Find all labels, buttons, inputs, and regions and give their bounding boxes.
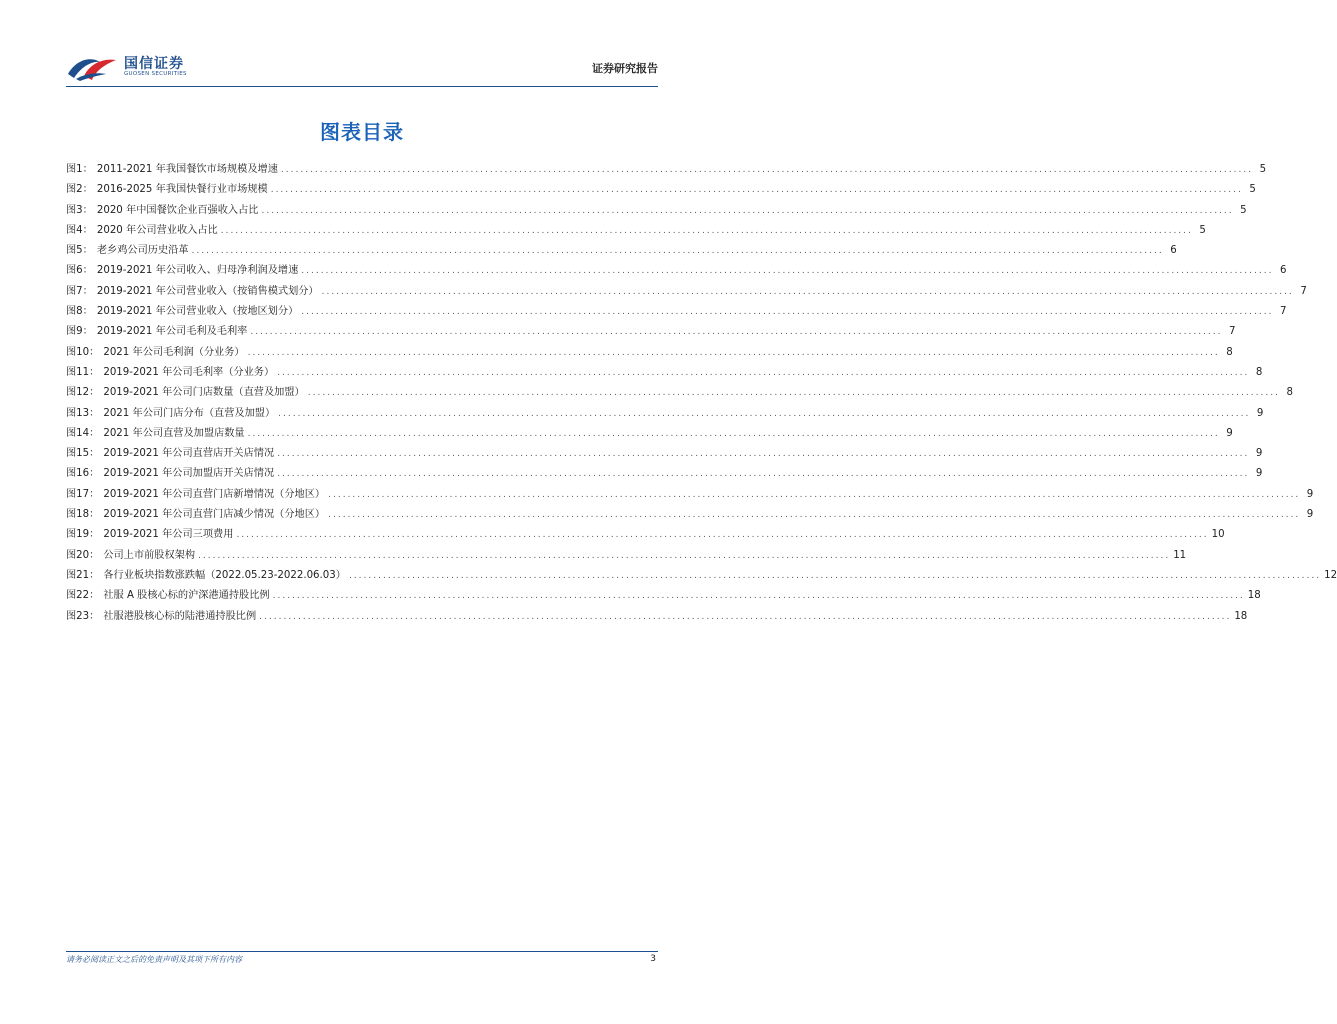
toc-entry[interactable] — [66, 424, 1233, 444]
toc-entry[interactable] — [66, 505, 1314, 525]
toc-entry-number: 图9： — [66, 326, 93, 338]
toc-entry-title: 2016-2025 年我国快餐行业市场规模 — [96, 184, 268, 196]
toc-entry[interactable] — [66, 586, 1261, 606]
toc-entry-title: 2019-2021 年公司门店数量（直营及加盟） — [103, 387, 305, 399]
toc-entry-title: 2019-2021 年公司收入、归母净利润及增速 — [96, 265, 299, 277]
toc-entry-title: 2019-2021 年公司毛利率（分业务） — [103, 366, 275, 378]
toc-entry-number: 图19： — [66, 529, 100, 541]
toc-leader-dots: ........................................................................................................................................................................................................ — [280, 165, 1254, 175]
page-header — [66, 50, 658, 86]
toc-entry-number: 图8： — [66, 306, 93, 318]
toc-entry[interactable] — [66, 180, 1256, 200]
toc-entry-number: 图11： — [66, 366, 100, 378]
toc-entry-title: 2019-2021 年公司三项费用 — [103, 529, 234, 541]
toc-entry-title: 2021 年公司门店分布（直营及加盟） — [103, 407, 276, 419]
toc-leader-dots: ........................................................................................................................................................................................................ — [301, 266, 1274, 277]
toc-leader-dots: ........................................................................................................................................................................................................ — [277, 469, 1250, 480]
toc-leader-dots: ........................................................................................................................................................................................................ — [277, 449, 1250, 460]
figure-table-of-contents — [66, 160, 1337, 627]
toc-entry-title: 2019-2021 年公司直营店开关店情况 — [103, 448, 275, 460]
toc-entry-number: 图5： — [66, 245, 93, 257]
toc-entry-number: 图21： — [66, 569, 100, 581]
toc-entry-title: 2019-2021 年公司营业收入（按地区划分） — [96, 306, 299, 318]
toc-entry[interactable] — [66, 160, 1267, 180]
toc-leader-dots: ........................................................................................................................................................................................................ — [270, 185, 1243, 196]
toc-entry-number: 图22： — [66, 590, 100, 602]
toc-entry-number: 图12： — [66, 387, 100, 399]
toc-entry-page: 6 — [1170, 245, 1177, 257]
toc-entry-title: 各行业板块指数涨跌幅（2022.05.23-2022.06.03） — [103, 569, 346, 581]
logo-chinese-name: 国信证券 — [124, 56, 184, 72]
toc-entry-page: 9 — [1255, 448, 1263, 460]
toc-leader-dots: ........................................................................................................................................................................................................ — [277, 367, 1250, 378]
toc-entry-page: 11 — [1173, 549, 1187, 561]
toc-leader-dots: ........................................................................................................................................................................................................ — [301, 307, 1274, 318]
toc-leader-dots: ........................................................................................................................................................................................................ — [321, 286, 1294, 297]
toc-leader-dots: ........................................................................................................................................................................................................ — [247, 428, 1220, 439]
report-type-label: 证券研究报告 — [592, 62, 658, 75]
toc-entry-page: 9 — [1306, 488, 1314, 500]
toc-entry-page: 18 — [1247, 590, 1261, 602]
toc-entry-page: 8 — [1286, 387, 1293, 399]
footer-divider — [66, 951, 658, 952]
toc-leader-dots: ........................................................................................................................................................................................................ — [278, 408, 1251, 419]
toc-entry-page: 6 — [1279, 265, 1287, 277]
toc-entry[interactable] — [66, 221, 1206, 241]
toc-entry[interactable] — [66, 241, 1177, 261]
toc-entry-page: 9 — [1256, 407, 1264, 419]
toc-entry-number: 图14： — [66, 427, 100, 439]
toc-entry-title: 2019-2021 年公司加盟店开关店情况 — [103, 468, 275, 480]
toc-leader-dots: ........................................................................................................................................................................................................ — [261, 205, 1234, 216]
toc-entry-number: 图13： — [66, 407, 100, 419]
toc-entry-page: 8 — [1226, 346, 1233, 358]
footer-disclaimer: 请务必阅读正文之后的免责声明及其项下所有内容 — [66, 955, 242, 964]
toc-entry-number: 图20： — [66, 549, 100, 561]
toc-leader-dots: ........................................................................................................................................................................................................ — [220, 225, 1193, 236]
toc-entry[interactable] — [66, 282, 1307, 302]
toc-entry-page: 18 — [1234, 610, 1248, 622]
toc-entry-page: 12 — [1324, 569, 1337, 581]
toc-entry-page: 8 — [1255, 366, 1263, 378]
toc-entry-page: 9 — [1226, 427, 1233, 439]
toc-entry[interactable] — [66, 444, 1263, 464]
toc-entry-title: 2019-2021 年公司直营门店新增情况（分地区） — [103, 488, 326, 500]
toc-entry-page: 7 — [1300, 285, 1307, 297]
toc-leader-dots: ........................................................................................................................................................................................................ — [236, 530, 1209, 541]
toc-entry-title: 社服 A 股核心标的沪深港通持股比例 — [103, 590, 270, 602]
toc-entry[interactable] — [66, 404, 1264, 424]
toc-leader-dots: ........................................................................................................................................................................................................ — [272, 591, 1245, 602]
header-divider — [66, 86, 658, 87]
toc-leader-dots: ........................................................................................................................................................................................................ — [259, 611, 1232, 622]
toc-leader-dots: ........................................................................................................................................................................................................ — [328, 489, 1301, 500]
toc-entry[interactable] — [66, 322, 1236, 342]
toc-entry-title: 2020 年中国餐饮企业百强收入占比 — [96, 204, 259, 216]
toc-entry-page: 10 — [1211, 529, 1225, 541]
toc-entry-number: 图15： — [66, 448, 100, 460]
toc-entry-number: 图10： — [66, 346, 100, 358]
toc-entry-number: 图16： — [66, 468, 100, 480]
toc-entry-page: 9 — [1255, 468, 1263, 480]
toc-leader-dots: ........................................................................................................................................................................................................ — [198, 550, 1171, 561]
logo-english-name: GUOSEN SECURITIES — [124, 71, 187, 77]
toc-entry-number: 图23： — [66, 610, 100, 622]
toc-entry-title: 2019-2021 年公司毛利及毛利率 — [96, 326, 248, 338]
toc-entry[interactable] — [66, 464, 1263, 484]
toc-leader-dots: ........................................................................................................................................................................................................ — [307, 388, 1280, 399]
toc-entry[interactable] — [66, 566, 1337, 586]
toc-entry-page: 7 — [1229, 326, 1236, 338]
toc-leader-dots: ........................................................................................................................................................................................................ — [348, 570, 1322, 581]
toc-entry-number: 图6： — [66, 265, 93, 277]
toc-entry-number: 图2： — [66, 184, 93, 196]
toc-entry-title: 2020 年公司营业收入占比 — [96, 224, 218, 236]
toc-title: 图表目录 — [320, 120, 404, 144]
toc-entry[interactable] — [66, 261, 1287, 281]
toc-entry[interactable] — [66, 525, 1225, 545]
toc-entry-number: 图17： — [66, 488, 100, 500]
guosen-logo — [66, 50, 206, 84]
toc-entry-title: 2019-2021 年公司直营门店减少情况（分地区） — [103, 509, 326, 521]
toc-entry-page: 7 — [1279, 306, 1287, 318]
toc-entry-number: 图18： — [66, 509, 100, 521]
toc-entry-number: 图3： — [66, 204, 93, 216]
toc-entry-title: 2011-2021 年我国餐饮市场规模及增速 — [96, 164, 278, 175]
toc-entry-title: 公司上市前股权架构 — [103, 549, 196, 561]
toc-entry-title: 2021 年公司毛利润（分业务） — [103, 346, 245, 358]
toc-entry[interactable] — [66, 607, 1248, 627]
toc-entry[interactable] — [66, 383, 1293, 403]
toc-entry-title: 2019-2021 年公司营业收入（按销售模式划分） — [96, 285, 319, 297]
toc-entry[interactable] — [66, 343, 1233, 363]
page-number: 3 — [650, 954, 656, 964]
toc-entry-page: 9 — [1306, 509, 1314, 521]
toc-entry[interactable] — [66, 201, 1247, 221]
toc-entry-page: 5 — [1199, 224, 1206, 236]
toc-entry-page: 5 — [1249, 184, 1256, 196]
toc-entry[interactable] — [66, 302, 1287, 322]
toc-leader-dots: ........................................................................................................................................................................................................ — [250, 327, 1223, 338]
toc-entry-title: 2021 年公司直营及加盟店数量 — [103, 427, 245, 439]
toc-entry-number: 图4： — [66, 224, 93, 236]
toc-leader-dots: ........................................................................................................................................................................................................ — [247, 347, 1220, 358]
toc-leader-dots: ........................................................................................................................................................................................................ — [328, 510, 1301, 521]
toc-entry-page: 5 — [1240, 204, 1247, 216]
toc-entry-number: 图1： — [66, 164, 93, 175]
toc-entry-number: 图7： — [66, 285, 93, 297]
toc-entry-page: 5 — [1259, 164, 1267, 175]
toc-entry[interactable] — [66, 546, 1187, 566]
toc-entry[interactable] — [66, 485, 1314, 505]
toc-entry[interactable] — [66, 363, 1263, 383]
toc-entry-title: 老乡鸡公司历史沿革 — [96, 245, 189, 257]
toc-entry-title: 社服港股核心标的陆港通持股比例 — [103, 610, 257, 622]
toc-leader-dots: ........................................................................................................................................................................................................ — [191, 246, 1164, 257]
guosen-logo-icon — [66, 52, 118, 82]
